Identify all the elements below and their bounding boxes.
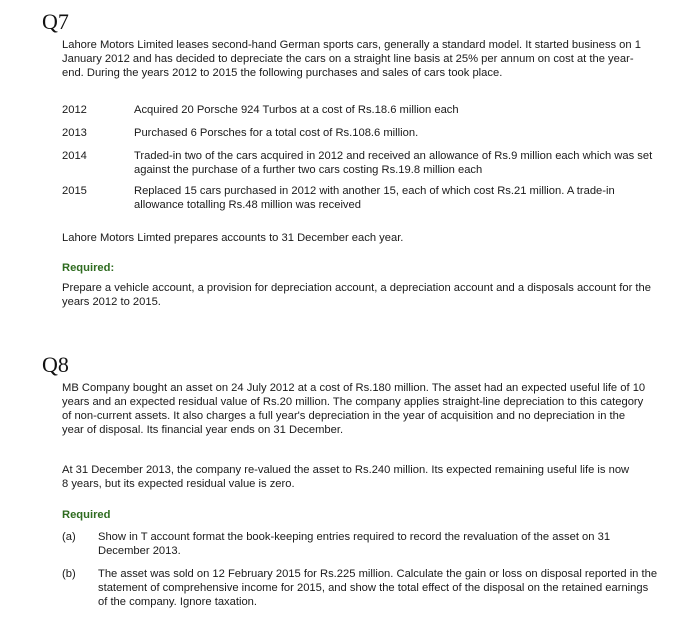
event-year: 2014 xyxy=(62,150,87,162)
q8-heading: Q8 xyxy=(42,352,69,377)
q8-required-label: Required xyxy=(62,509,111,521)
event-text: Traded-in two of the cars acquired in 2012 and received an allowance of Rs.9 million each which was set against the purchase of a further two cars costing Rs.19.8 million each xyxy=(134,150,653,176)
event-text: Purchased 6 Porsches for a total cost of Rs.108.6 million. xyxy=(134,127,419,139)
event-year: 2015 xyxy=(62,185,87,197)
q8-revaluation: At 31 December 2013, the company re-valued the asset to Rs.240 million. Its expected remaining useful life is now 8 years, but its expected residual value is zero. xyxy=(62,464,630,490)
event-text: Acquired 20 Porsche 924 Turbos at a cost of Rs.18.6 million each xyxy=(134,104,459,116)
event-year: 2013 xyxy=(62,127,87,139)
part-label: (a) xyxy=(62,531,76,543)
q7-closing: Lahore Motors Limted prepares accounts to 31 December each year. xyxy=(62,232,404,244)
q7-heading: Q7 xyxy=(42,9,69,34)
q7-required-label: Required: xyxy=(62,262,115,274)
q7-intro: Lahore Motors Limited leases second-hand German sports cars, generally a standard model. It started business on 1 January 2012 and has decided to depreciate the cars on a straight line basis at 25% per annum on cost at the year-end. During the years 2012 to 2015 the following purchases and sales of cars took place. xyxy=(62,39,641,79)
q8-intro: MB Company bought an asset on 24 July 2012 at a cost of Rs.180 million. The asset had an expected useful life of 10 years and an expected residual value of Rs.20 million. The company applies straight-line depreciation to this category of non-current assets. It also charges a full year's depreciation in the year of acquisition and no depreciation in the year of disposal. Its financial year ends on 31 December. xyxy=(62,382,646,436)
q7-required-text: Prepare a vehicle account, a provision for depreciation account, a depreciation account and a disposals account for the years 2012 to 2015. xyxy=(62,282,651,308)
part-text: Show in T account format the book-keeping entries required to record the revaluation of the asset on 31 December 2013. xyxy=(98,531,611,557)
event-text: Replaced 15 cars purchased in 2012 with another 15, each of which cost Rs.21 million. A trade-in allowance totalling Rs.48 million was received xyxy=(134,185,615,211)
part-text: The asset was sold on 12 February 2015 for Rs.225 million. Calculate the gain or loss on disposal reported in the statement of comprehensive income for 2015, and show the total effect of the disposal on the retained earnings of the company. Ignore taxation. xyxy=(98,568,658,608)
event-year: 2012 xyxy=(62,104,87,116)
part-label: (b) xyxy=(62,568,76,580)
